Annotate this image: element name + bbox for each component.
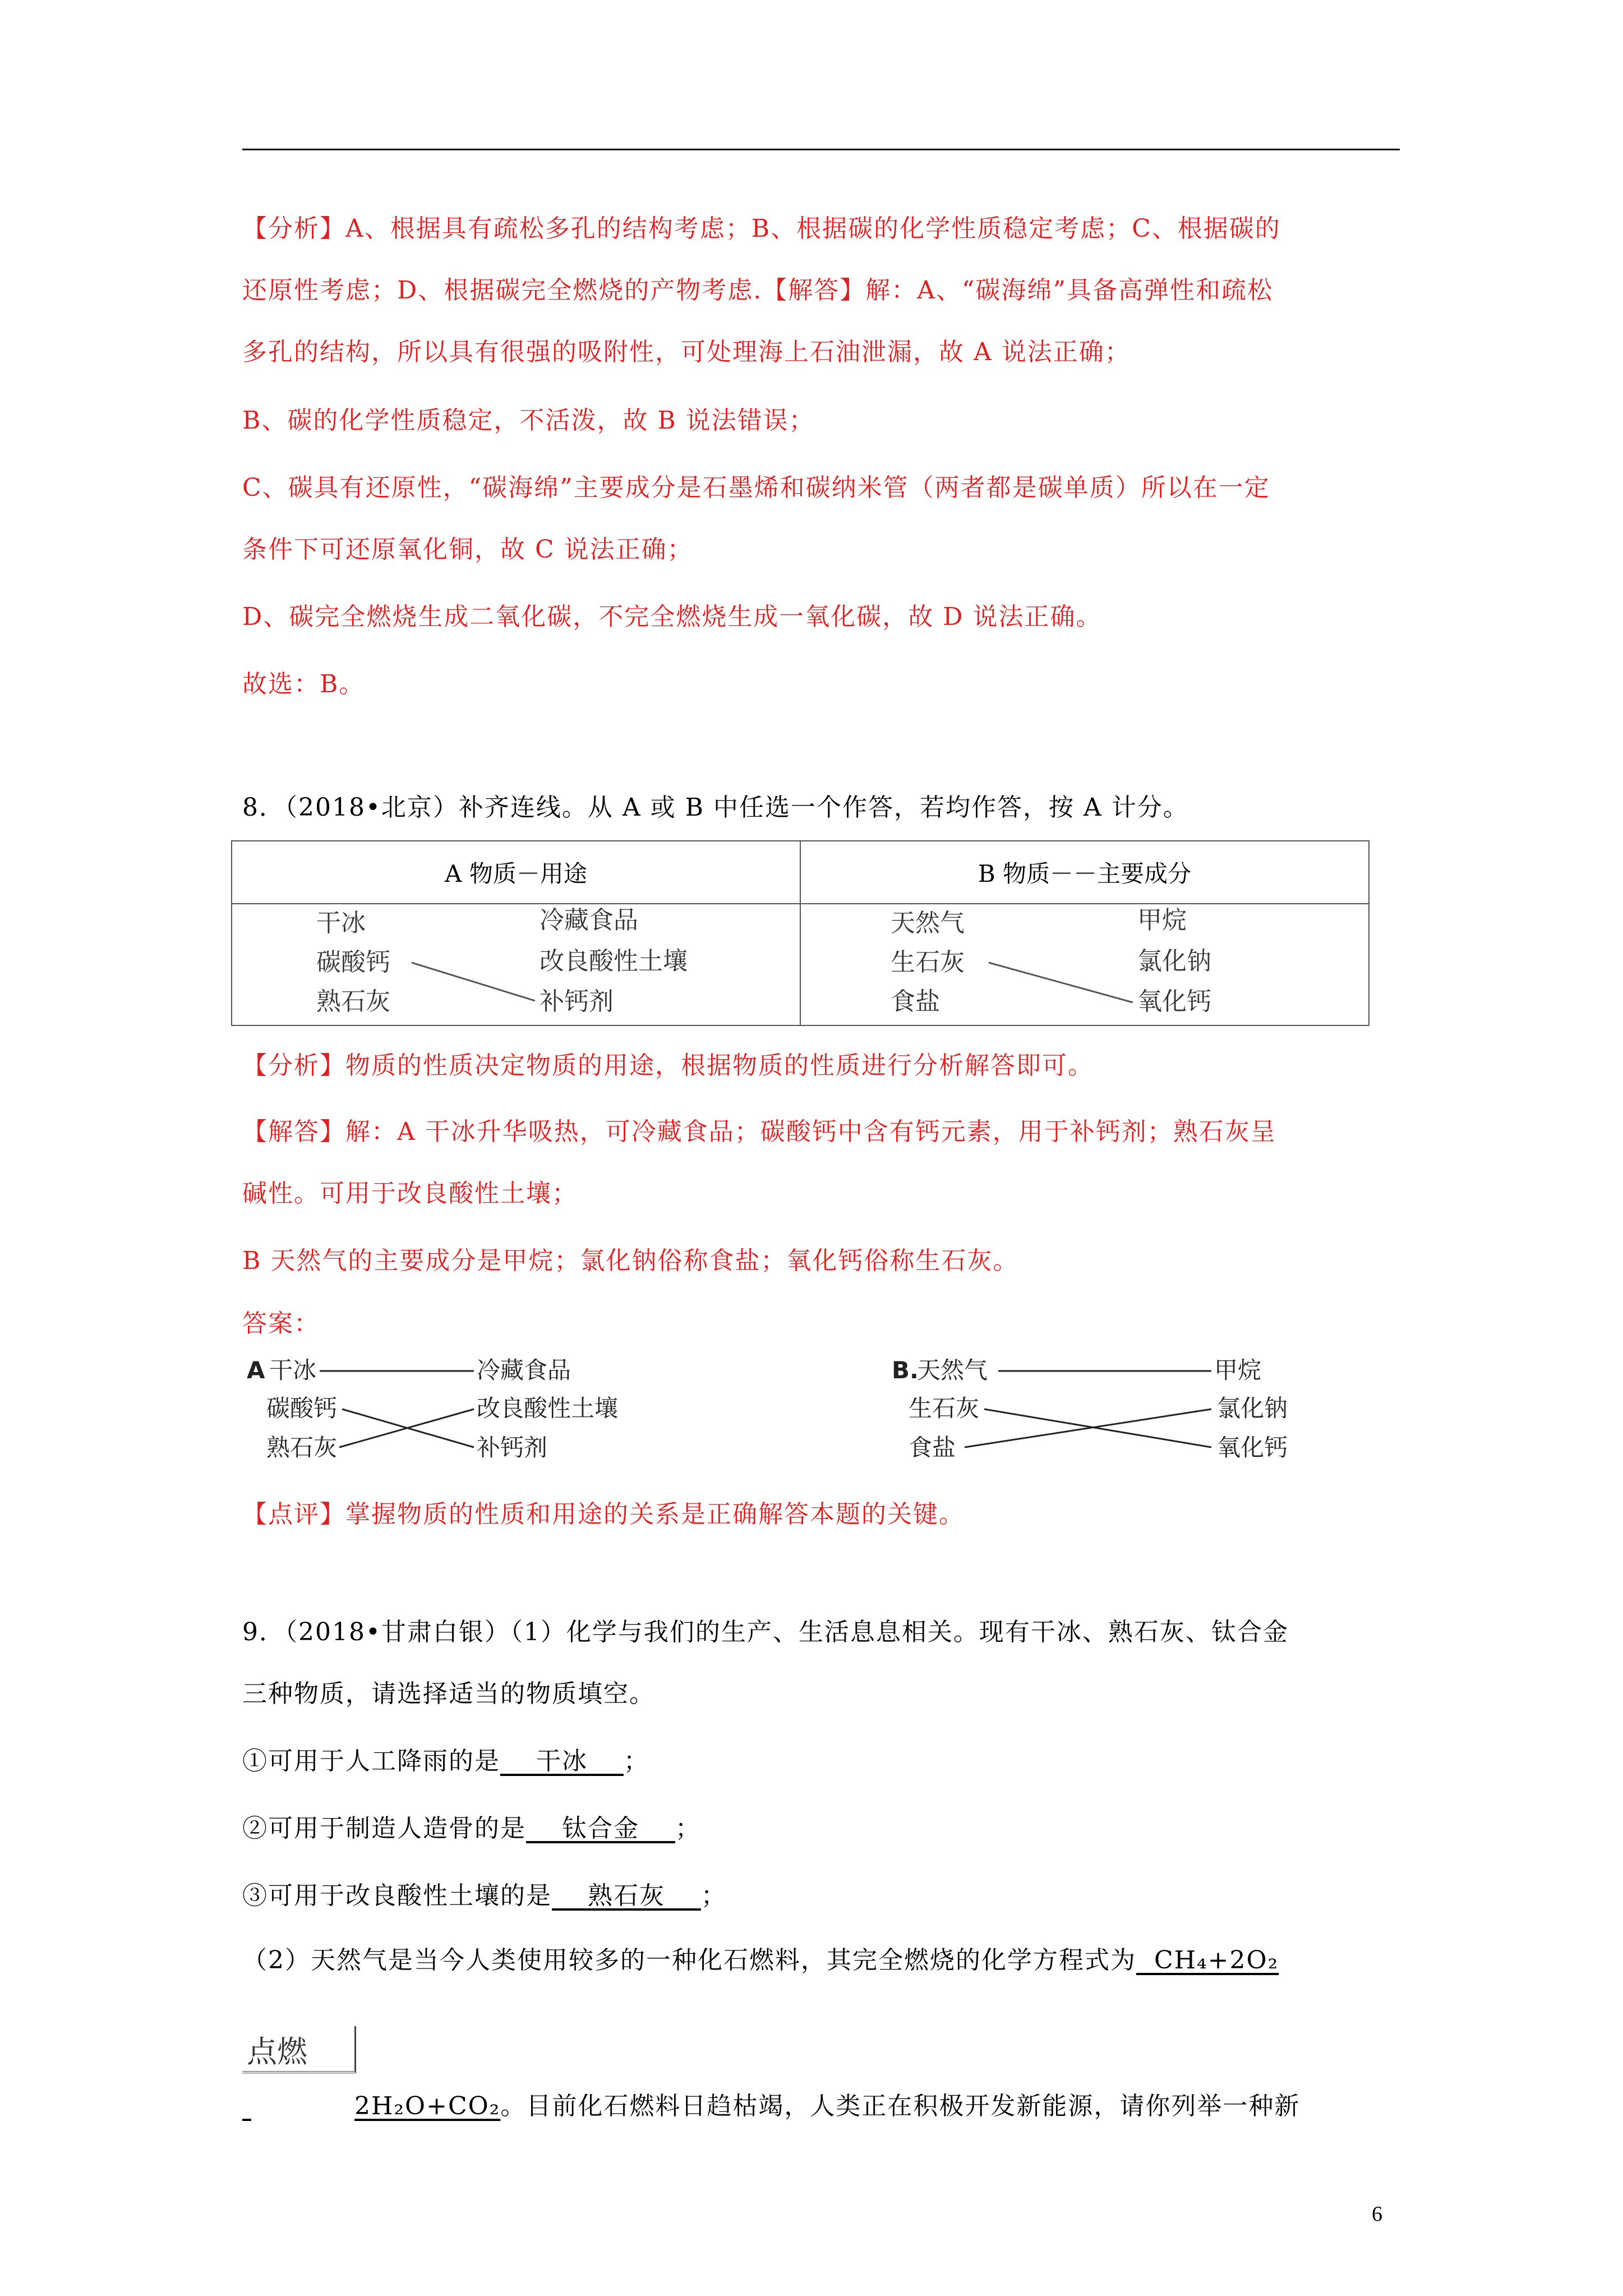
table-cell-b [800, 904, 1369, 1025]
answer-b-left-2: 生石灰 [909, 1395, 980, 1422]
answer-diagram-b [892, 1358, 1318, 1475]
b-left-1: 天然气 [891, 909, 965, 937]
table-a-connector [232, 904, 801, 1025]
analysis-line-2: 还原性考虑；D、根据碳完全燃烧的产物考虑.【解答】解：A、“碳海绵”具备高弹性和疏松 [242, 276, 1274, 305]
b-right-2: 氯化钠 [1137, 947, 1211, 976]
q9-item-3-end: ； [700, 1881, 727, 1910]
a-right-1: 冷藏食品 [540, 906, 638, 935]
q8-analysis: 【分析】物质的性质决定物质的用途，根据物质的性质进行分析解答即可。 [242, 1051, 1094, 1080]
question-9-stem-1: 9．（2018•甘肃白银）（1）化学与我们的生产、生活息息相关。现有干冰、熟石灰、钛合金 [242, 1618, 1289, 1646]
analysis-line-3: 多孔的结构，所以具有很强的吸附性，可处理海上石油泄漏，故 A 说法正确； [242, 338, 1131, 366]
q9-item-1 [242, 1745, 649, 1778]
answer-b-lines [892, 1358, 1318, 1475]
q9-item-2-answer: 钛合金 [526, 1814, 675, 1843]
q9-item-2-prompt: ②可用于制造人造骨的是 [242, 1814, 526, 1843]
header-rule [242, 149, 1400, 150]
a-right-2: 改良酸性土壤 [540, 947, 688, 976]
answer-a-right-2: 改良酸性土壤 [477, 1395, 619, 1422]
b-left-3: 食盐 [891, 987, 940, 1016]
q9-part-2-text: （2）天然气是当今人类使用较多的一种化石燃料，其完全燃烧的化学方程式为 [242, 1946, 1136, 1975]
answer-a-right-1: 冷藏食品 [477, 1356, 571, 1384]
table-b-connector [801, 904, 1370, 1025]
answer-b-left-1: 天然气 [917, 1356, 988, 1384]
q9-item-1-answer: 干冰 [500, 1747, 624, 1775]
answer-b-prefix: B. [892, 1356, 919, 1384]
q8-comment: 【点评】掌握物质的性质和用途的关系是正确解答本题的关键。 [242, 1500, 965, 1529]
q9-equation-blank [242, 2090, 354, 2123]
q9-part-2-rest: 。目前化石燃料日趋枯竭，人类正在积极开发新能源，请你列举一种新 [500, 2092, 1301, 2120]
answer-b-right-1: 甲烷 [1214, 1356, 1262, 1384]
q9-item-1-end: ； [623, 1747, 649, 1775]
answer-a-left-3: 熟石灰 [266, 1434, 338, 1461]
answer-diagram-a [247, 1358, 639, 1475]
answer-a-left-2: 碳酸钙 [266, 1395, 338, 1422]
q9-item-2-end: ； [675, 1814, 701, 1843]
table-header-b: B 物质－－主要成分 [800, 841, 1369, 904]
a-right-3: 补钙剂 [540, 987, 614, 1016]
table-cell-a [232, 904, 800, 1025]
b-right-1: 甲烷 [1137, 906, 1187, 935]
q9-item-3 [242, 1879, 727, 1913]
a-left-1: 干冰 [316, 909, 366, 937]
analysis-line-1: 【分析】A、根据具有疏松多孔的结构考虑；B、根据碳的化学性质稳定考虑；C、根据碳的 [242, 214, 1281, 243]
q9-item-3-prompt: ③可用于改良酸性土壤的是 [242, 1881, 552, 1910]
answer-b-left-3: 食盐 [909, 1434, 956, 1461]
q8-answer-label: 答案： [242, 1309, 320, 1338]
b-left-2: 生石灰 [891, 948, 965, 977]
answer-a-prefix: A [247, 1356, 265, 1384]
q8-solution-2: 碱性。可用于改良酸性土壤； [242, 1179, 578, 1208]
analysis-line-6: 条件下可还原氧化铜，故 C 说法正确； [242, 535, 693, 564]
question-8-stem: 8．（2018•北京）补齐连线。从 A 或 B 中任选一个作答，若均作答，按 A 计分。 [242, 793, 1189, 822]
table-header-a: A 物质－用途 [232, 841, 800, 904]
analysis-line-5: C、碳具有还原性，“碳海绵”主要成分是石墨烯和碳纳米管（两者都是碳单质）所以在一定 [242, 473, 1270, 502]
analysis-line-4: B、碳的化学性质稳定，不活泼，故 B 说法错误； [242, 406, 815, 435]
question-9-stem-2: 三种物质，请选择适当的物质填空。 [242, 1680, 655, 1708]
q9-item-3-answer: 熟石灰 [552, 1881, 701, 1910]
q9-part-2 [242, 1944, 1279, 1977]
answer-b-right-3: 氧化钙 [1217, 1434, 1288, 1461]
q8-solution-3: B 天然气的主要成分是甲烷；氯化钠俗称食盐；氧化钙俗称生石灰。 [242, 1246, 1019, 1275]
q9-item-1-prompt: ①可用于人工降雨的是 [242, 1747, 500, 1775]
a-left-3: 熟石灰 [316, 987, 390, 1016]
a-left-2: 碳酸钙 [316, 948, 390, 977]
answer-choice: 故选：B。 [242, 670, 365, 698]
q9-item-2 [242, 1812, 701, 1846]
answer-b-right-2: 氯化钠 [1217, 1395, 1288, 1422]
q8-solution-1: 【解答】解：A 干冰升华吸热，可冷藏食品；碳酸钙中含有钙元素，用于补钙剂；熟石灰呈 [242, 1117, 1276, 1146]
analysis-line-7: D、碳完全燃烧生成二氧化碳，不完全燃烧生成一氧化碳，故 D 说法正确。 [242, 602, 1102, 631]
matching-table [231, 840, 1370, 1026]
page-number: 6 [1372, 2202, 1382, 2226]
answer-a-left-1: 干冰 [269, 1356, 317, 1384]
q9-equation-products: 2H₂O+CO₂ [354, 2092, 501, 2120]
answer-a-lines [247, 1358, 639, 1475]
q9-part-2-cont [242, 2090, 1300, 2123]
q9-equation-reactants: CH₄+2O₂ [1136, 1946, 1279, 1975]
answer-a-right-3: 补钙剂 [477, 1434, 548, 1461]
reaction-condition: 点燃 [247, 2034, 307, 2069]
b-right-3: 氧化钙 [1137, 987, 1211, 1016]
